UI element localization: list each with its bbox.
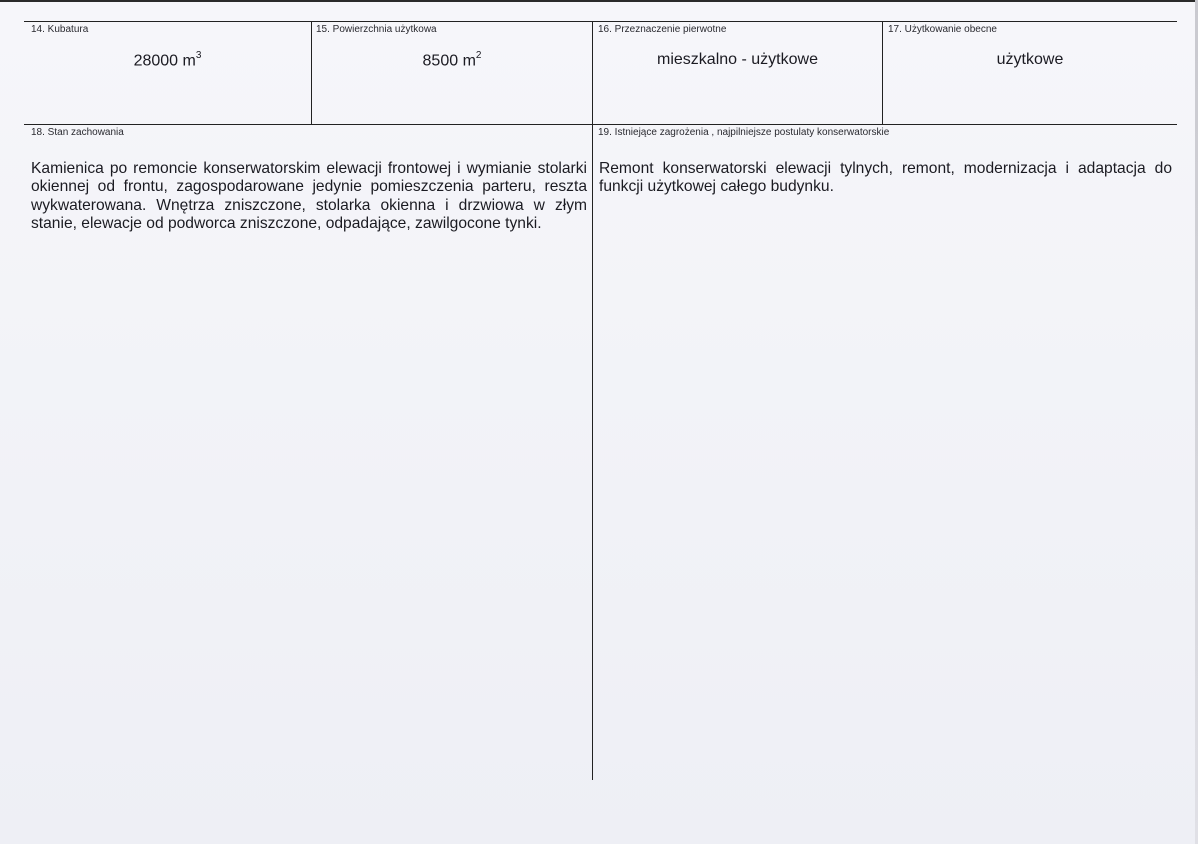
powierzchnia-exponent: 2 xyxy=(475,50,482,61)
divider-15-16 xyxy=(592,21,593,780)
powierzchnia-unit: m xyxy=(462,52,476,70)
uzytkowanie-value: użytkowe xyxy=(996,51,1064,68)
stan-text: Kamienica po remoncie konserwatorskim elewacji frontowej i wymianie stolarki okiennej od frontu, zagospodarowane jedynie pomieszczenia parteru, reszta wykwaterowana. Wnętrza zniszczone, stolarka okienna i drzwiowa w złym stanie, elewacje od podworca zniszczone, odpadające, zawilgocone tynki. xyxy=(31,160,587,233)
zagrozenia-label: 19. Istniejące zagrożenia , najpilniejsze postulaty konserwatorskie xyxy=(598,127,890,138)
divider-14-15 xyxy=(311,21,312,125)
przeznaczenie-value: mieszkalno - użytkowe xyxy=(657,51,818,68)
zagrozenia-text: Remont konserwatorski elewacji tylnych, remont, modernizacja i adaptacja do funkcji użytkowej całego budynku. xyxy=(599,160,1172,196)
kubatura-number: 28000 xyxy=(133,52,179,70)
scan-top-edge xyxy=(0,0,1198,2)
kubatura-value xyxy=(24,51,311,70)
powierzchnia-number: 8500 xyxy=(422,52,459,70)
powierzchnia-label: 15. Powierzchnia użytkowa xyxy=(316,24,437,35)
kubatura-unit: m xyxy=(182,52,196,70)
top-row-rule xyxy=(24,21,1177,22)
kubatura-exponent: 3 xyxy=(195,50,202,61)
kubatura-label: 14. Kubatura xyxy=(31,24,89,35)
stan-label: 18. Stan zachowania xyxy=(31,127,124,138)
powierzchnia-value xyxy=(312,51,592,70)
middle-row-rule xyxy=(24,124,1177,125)
uzytkowanie-label: 17. Użytkowanie obecne xyxy=(888,24,997,35)
przeznaczenie-label: 16. Przeznaczenie pierwotne xyxy=(598,24,727,35)
divider-16-17 xyxy=(882,21,883,125)
